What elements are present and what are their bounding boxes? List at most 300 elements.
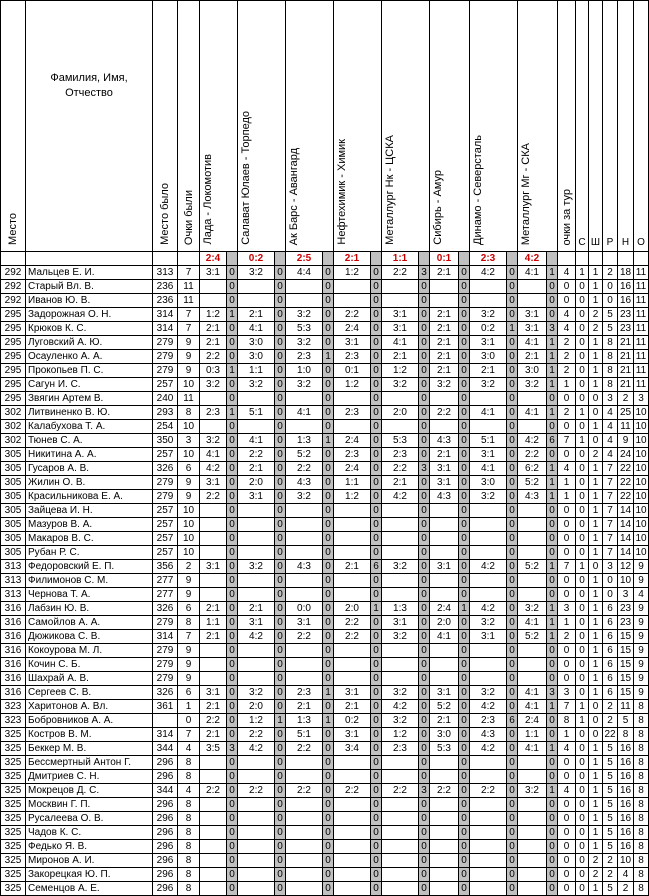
table-cell: 10 — [635, 407, 647, 418]
table-cell: 7 — [178, 266, 200, 280]
table-cell: 0 — [275, 840, 286, 854]
table-cell: 305 — [1, 490, 26, 504]
table-cell: 8 — [603, 364, 618, 378]
table-cell — [286, 812, 323, 826]
table-cell: 6 — [603, 658, 618, 672]
table-cell: 7 — [603, 476, 618, 490]
table-cell: 11 — [178, 392, 200, 406]
table-cell: 1 — [459, 602, 470, 616]
table-cell: 0 — [275, 602, 286, 616]
table-cell: 325 — [1, 882, 26, 896]
table-cell: 10 — [178, 504, 200, 518]
participant-name: Макаров В. С. — [26, 532, 153, 546]
table-cell: 10 — [635, 505, 647, 516]
table-cell: 1:2 — [334, 490, 371, 504]
results-gap — [459, 252, 470, 266]
table-cell: 0 — [507, 546, 518, 560]
table-cell: 0 — [419, 756, 430, 770]
table-cell: 8 — [178, 616, 200, 630]
header-match — [286, 1, 334, 252]
table-cell: 14 — [618, 546, 634, 560]
table-cell: 0 — [576, 462, 589, 476]
table-cell: 323 — [1, 714, 26, 728]
table-cell: 9 — [634, 616, 649, 630]
table-cell: 0 — [419, 840, 430, 854]
table-cell: 257 — [153, 532, 178, 546]
table-cell: 3:1 — [200, 266, 227, 280]
participant-name: Задорожная О. Н. — [26, 308, 153, 322]
table-row — [1, 294, 649, 308]
table-cell: 0 — [589, 392, 603, 406]
table-cell — [430, 420, 459, 434]
table-cell — [153, 714, 178, 728]
table-cell: 10 — [178, 546, 200, 560]
table-cell: 3:0 — [470, 476, 507, 490]
table-cell — [200, 840, 227, 854]
table-cell — [200, 826, 227, 840]
table-cell: 3:2 — [286, 336, 323, 350]
table-cell: 10 — [178, 448, 200, 462]
header-match-label: Динамо - Северсталь — [472, 135, 484, 245]
table-cell: 5:3 — [382, 434, 419, 448]
table-cell: 0 — [419, 798, 430, 812]
table-cell: 0 — [371, 532, 382, 546]
table-cell: 0 — [227, 392, 238, 406]
table-cell: 0 — [547, 868, 558, 882]
table-cell: 5:2 — [518, 476, 547, 490]
table-cell: 4:1 — [470, 462, 507, 476]
table-cell: 314 — [153, 728, 178, 742]
table-cell: 361 — [153, 700, 178, 714]
table-cell: 0 — [371, 616, 382, 630]
table-cell: 1 — [589, 266, 603, 280]
participant-name: Федько Я. В. — [26, 840, 153, 854]
table-cell: 3:2 — [238, 560, 275, 574]
match-result: 1:1 — [382, 252, 419, 266]
table-cell: 0 — [323, 322, 334, 336]
table-cell: 15 — [618, 686, 634, 700]
table-cell: 0 — [371, 504, 382, 518]
table-cell: 7 — [178, 630, 200, 644]
table-cell: 0 — [547, 826, 558, 840]
table-cell: 1 — [589, 588, 603, 602]
table-cell: 0 — [227, 644, 238, 658]
table-cell: 1 — [547, 490, 558, 504]
table-cell: 0:2 — [470, 322, 507, 336]
table-cell: 0 — [576, 504, 589, 518]
table-cell — [238, 644, 275, 658]
table-cell: 2:1 — [200, 728, 227, 742]
results-blank — [558, 252, 576, 266]
table-cell: 295 — [1, 364, 26, 378]
table-cell: 325 — [1, 784, 26, 798]
table-cell: 1 — [275, 714, 286, 728]
table-row — [1, 546, 649, 560]
table-cell: 0 — [275, 532, 286, 546]
table-cell: 16 — [618, 742, 634, 756]
table-cell: 10 — [178, 420, 200, 434]
table-cell: 0 — [275, 756, 286, 770]
table-cell: 0 — [576, 280, 589, 294]
table-cell: 0 — [507, 462, 518, 476]
table-cell — [286, 770, 323, 784]
table-cell: 0 — [227, 504, 238, 518]
table-cell: 9 — [178, 672, 200, 686]
table-cell: 1 — [589, 616, 603, 630]
table-cell: 236 — [153, 280, 178, 294]
header-stat: Ш — [589, 1, 603, 252]
table-cell: 5 — [603, 798, 618, 812]
table-cell — [382, 798, 419, 812]
table-cell: 0 — [371, 756, 382, 770]
table-cell: 3 — [419, 266, 430, 280]
table-cell: 305 — [1, 476, 26, 490]
table-cell: 0 — [576, 742, 589, 756]
table-cell: 0 — [371, 434, 382, 448]
table-cell: 9 — [634, 560, 649, 574]
table-row — [1, 518, 649, 532]
table-row — [1, 658, 649, 672]
table-cell: 0 — [323, 770, 334, 784]
match-result: 4:2 — [518, 252, 547, 266]
table-cell: 0 — [227, 476, 238, 490]
table-cell: 5 — [603, 826, 618, 840]
table-cell: 5 — [603, 308, 618, 322]
table-cell: 2:1 — [200, 322, 227, 336]
table-cell: 3:2 — [238, 378, 275, 392]
table-cell: 0 — [323, 728, 334, 742]
table-cell: 4:4 — [286, 266, 323, 280]
table-cell: 0 — [558, 826, 576, 840]
table-cell: 2 — [603, 266, 618, 280]
table-cell: 3:1 — [238, 616, 275, 630]
table-cell: 10 — [618, 854, 634, 868]
table-cell — [200, 868, 227, 882]
table-row — [1, 588, 649, 602]
table-cell: 0 — [323, 812, 334, 826]
table-cell: 0 — [507, 756, 518, 770]
table-cell — [334, 756, 371, 770]
table-cell: 277 — [153, 588, 178, 602]
table-cell: 0 — [371, 266, 382, 280]
table-cell: 2:2 — [382, 266, 419, 280]
table-cell: 0 — [459, 420, 470, 434]
table-cell: 15 — [618, 672, 634, 686]
table-cell: 0 — [178, 714, 200, 728]
table-cell: 0 — [558, 546, 576, 560]
header-stat: О — [634, 1, 649, 252]
table-cell: 1:3 — [382, 602, 419, 616]
table-cell: 0:2 — [334, 714, 371, 728]
table-cell: 1 — [547, 700, 558, 714]
table-cell: 323 — [1, 700, 26, 714]
table-cell: 7 — [603, 504, 618, 518]
table-cell: 8 — [634, 854, 649, 868]
table-cell — [518, 644, 547, 658]
table-cell: 0 — [371, 770, 382, 784]
table-cell: 0 — [507, 434, 518, 448]
table-cell — [470, 854, 507, 868]
results-blank — [618, 252, 634, 266]
header-match — [200, 1, 238, 252]
table-cell: 0 — [275, 882, 286, 896]
table-cell — [430, 574, 459, 588]
table-cell: 1 — [589, 672, 603, 686]
table-cell — [518, 546, 547, 560]
table-cell: 10 — [178, 378, 200, 392]
table-cell: 0 — [275, 770, 286, 784]
participant-name: Гусаров А. В. — [26, 462, 153, 476]
table-cell: 7 — [603, 490, 618, 504]
table-cell: 24 — [618, 448, 634, 462]
table-cell: 3:1 — [518, 322, 547, 336]
table-cell — [334, 882, 371, 896]
table-cell: 2:2 — [382, 784, 419, 798]
table-cell: 0 — [459, 560, 470, 574]
table-cell: 0 — [227, 448, 238, 462]
table-cell: 4:1 — [430, 630, 459, 644]
table-cell: 0 — [459, 588, 470, 602]
table-cell: 2:3 — [286, 350, 323, 364]
table-cell: 0 — [459, 630, 470, 644]
table-cell: 0 — [507, 602, 518, 616]
table-cell: 11 — [634, 280, 649, 294]
table-cell: 1 — [547, 784, 558, 798]
table-cell: 0 — [576, 392, 589, 406]
header-match-label: Сибирь - Амур — [432, 170, 444, 245]
table-cell: 1 — [227, 406, 238, 420]
table-cell: 2:2 — [334, 784, 371, 798]
table-cell: 8 — [634, 868, 649, 882]
table-cell: 0 — [547, 546, 558, 560]
table-cell: 3:1 — [200, 476, 227, 490]
table-cell: 0 — [558, 658, 576, 672]
table-cell: 0 — [275, 434, 286, 448]
table-cell: 0 — [459, 294, 470, 308]
table-cell: 5 — [603, 840, 618, 854]
table-cell: 3:2 — [382, 378, 419, 392]
table-cell: 316 — [1, 644, 26, 658]
table-cell: 1:1 — [518, 728, 547, 742]
table-cell: 295 — [1, 350, 26, 364]
table-cell: 0 — [227, 616, 238, 630]
table-cell: 1:3 — [286, 434, 323, 448]
header-stat: Н — [618, 1, 634, 252]
table-cell: 0 — [459, 406, 470, 420]
table-cell: 3 — [618, 588, 634, 602]
table-cell: 0 — [227, 560, 238, 574]
table-cell: 0 — [507, 742, 518, 756]
table-cell: 0 — [275, 392, 286, 406]
table-cell: 0 — [371, 336, 382, 350]
table-row — [1, 826, 649, 840]
table-cell: 313 — [153, 266, 178, 280]
table-cell: 0 — [323, 630, 334, 644]
table-cell: 8 — [634, 784, 649, 798]
table-cell: 0 — [589, 714, 603, 728]
table-cell: 21 — [618, 336, 634, 350]
match-result: 2:3 — [470, 252, 507, 266]
table-row — [1, 560, 649, 574]
table-cell: 0 — [459, 812, 470, 826]
table-cell: 0 — [275, 364, 286, 378]
table-cell: 3 — [603, 560, 618, 574]
table-cell: 0 — [371, 714, 382, 728]
table-cell: 1 — [547, 630, 558, 644]
table-cell: 316 — [1, 686, 26, 700]
table-cell: 2:3 — [382, 448, 419, 462]
table-cell: 6 — [603, 686, 618, 700]
table-cell — [382, 504, 419, 518]
table-cell: 0 — [576, 588, 589, 602]
table-cell: 0 — [323, 798, 334, 812]
table-cell — [200, 392, 227, 406]
participant-name: Бобровников А. А. — [26, 714, 153, 728]
table-cell — [286, 854, 323, 868]
table-cell: 0 — [371, 588, 382, 602]
header-match-label: Металлург Мг - СКА — [520, 142, 532, 245]
table-cell: 0 — [371, 784, 382, 798]
table-cell: 0 — [547, 518, 558, 532]
table-cell — [382, 826, 419, 840]
table-row — [1, 322, 649, 336]
participant-name: Лабзин Ю. В. — [26, 602, 153, 616]
table-cell: 1 — [589, 770, 603, 784]
table-cell: 1:1 — [334, 476, 371, 490]
table-cell: 8 — [634, 742, 649, 756]
table-cell — [286, 280, 323, 294]
table-cell: 1 — [589, 504, 603, 518]
table-cell: 1 — [589, 364, 603, 378]
table-cell: 4:2 — [238, 630, 275, 644]
table-cell: 0 — [371, 420, 382, 434]
table-cell: 3:1 — [470, 448, 507, 462]
table-cell: 0 — [576, 756, 589, 770]
participant-name: Жилин О. В. — [26, 476, 153, 490]
match-result: 0:2 — [238, 252, 275, 266]
table-cell: 305 — [1, 546, 26, 560]
table-cell: 0 — [371, 448, 382, 462]
table-cell: 296 — [153, 840, 178, 854]
participant-name: Мокрецов Д. С. — [26, 784, 153, 798]
table-cell: 325 — [1, 728, 26, 742]
participant-name: Осауленко А. А. — [26, 350, 153, 364]
table-cell: 4 — [558, 308, 576, 322]
table-row — [1, 336, 649, 350]
table-cell: 2:1 — [470, 364, 507, 378]
table-cell: 4:2 — [200, 462, 227, 476]
participant-name: Семенцов А. Е. — [26, 882, 153, 896]
table-cell: 0 — [547, 714, 558, 728]
table-cell: 1 — [589, 798, 603, 812]
table-cell: 0 — [507, 630, 518, 644]
table-cell: 5:3 — [430, 742, 459, 756]
table-cell: 0 — [227, 420, 238, 434]
table-cell — [238, 854, 275, 868]
table-cell: 305 — [1, 448, 26, 462]
table-cell — [518, 868, 547, 882]
table-cell — [382, 882, 419, 896]
table-cell: 0 — [323, 756, 334, 770]
table-cell: 0 — [419, 308, 430, 322]
table-cell — [334, 280, 371, 294]
table-cell: 4 — [178, 784, 200, 798]
results-gap — [419, 252, 430, 266]
table-cell: 0 — [507, 350, 518, 364]
table-cell: 0 — [576, 868, 589, 882]
table-cell: 0 — [419, 336, 430, 350]
table-cell: 2:2 — [200, 784, 227, 798]
table-cell: 4:3 — [286, 560, 323, 574]
table-cell: 0 — [227, 434, 238, 448]
table-cell — [334, 518, 371, 532]
table-cell: 2 — [589, 308, 603, 322]
table-cell — [430, 882, 459, 896]
table-cell: 0 — [576, 882, 589, 896]
table-cell — [238, 770, 275, 784]
table-cell: 0 — [371, 322, 382, 336]
table-cell: 4:2 — [382, 490, 419, 504]
table-cell: 316 — [1, 602, 26, 616]
table-cell: 0 — [459, 308, 470, 322]
table-cell: 0 — [419, 420, 430, 434]
table-cell: 10 — [635, 491, 647, 502]
table-cell: 295 — [1, 308, 26, 322]
table-cell: 1 — [547, 378, 558, 392]
table-cell: 2:2 — [334, 630, 371, 644]
table-cell: 0 — [507, 476, 518, 490]
table-cell: 0 — [227, 336, 238, 350]
table-cell: 4:2 — [518, 434, 547, 448]
table-cell: 0 — [459, 868, 470, 882]
header-stat: Р — [603, 1, 618, 252]
table-cell: 279 — [153, 350, 178, 364]
participant-name: Русалеева О. В. — [26, 812, 153, 826]
table-cell: 3:1 — [430, 560, 459, 574]
table-cell: 0 — [323, 308, 334, 322]
table-cell: 3:2 — [286, 308, 323, 322]
table-cell: 0:0 — [286, 602, 323, 616]
table-cell: 23 — [618, 602, 634, 616]
table-cell: 305 — [1, 462, 26, 476]
table-cell: 3:2 — [518, 378, 547, 392]
table-cell: 350 — [153, 434, 178, 448]
table-cell: 3:2 — [470, 490, 507, 504]
table-cell: 4 — [558, 266, 576, 280]
table-cell: 1 — [589, 742, 603, 756]
table-cell: 0 — [419, 504, 430, 518]
table-cell: 5 — [603, 784, 618, 798]
table-cell: 0 — [558, 840, 576, 854]
table-cell: 23 — [618, 322, 634, 336]
table-cell: 0 — [275, 742, 286, 756]
table-cell: 3 — [558, 686, 576, 700]
table-cell: 0 — [275, 518, 286, 532]
table-cell: 3:1 — [238, 490, 275, 504]
table-cell: 4:1 — [470, 406, 507, 420]
table-cell: 316 — [1, 672, 26, 686]
header-stat: С — [576, 1, 589, 252]
table-cell: 2:3 — [286, 686, 323, 700]
participant-name: Филимонов С. М. — [26, 574, 153, 588]
table-cell: 2:1 — [382, 476, 419, 490]
table-cell: 0 — [275, 266, 286, 280]
table-cell: 0 — [275, 336, 286, 350]
table-cell: 0 — [459, 532, 470, 546]
table-cell: 314 — [153, 630, 178, 644]
table-cell: 7 — [603, 546, 618, 560]
table-cell: 8 — [634, 882, 649, 896]
